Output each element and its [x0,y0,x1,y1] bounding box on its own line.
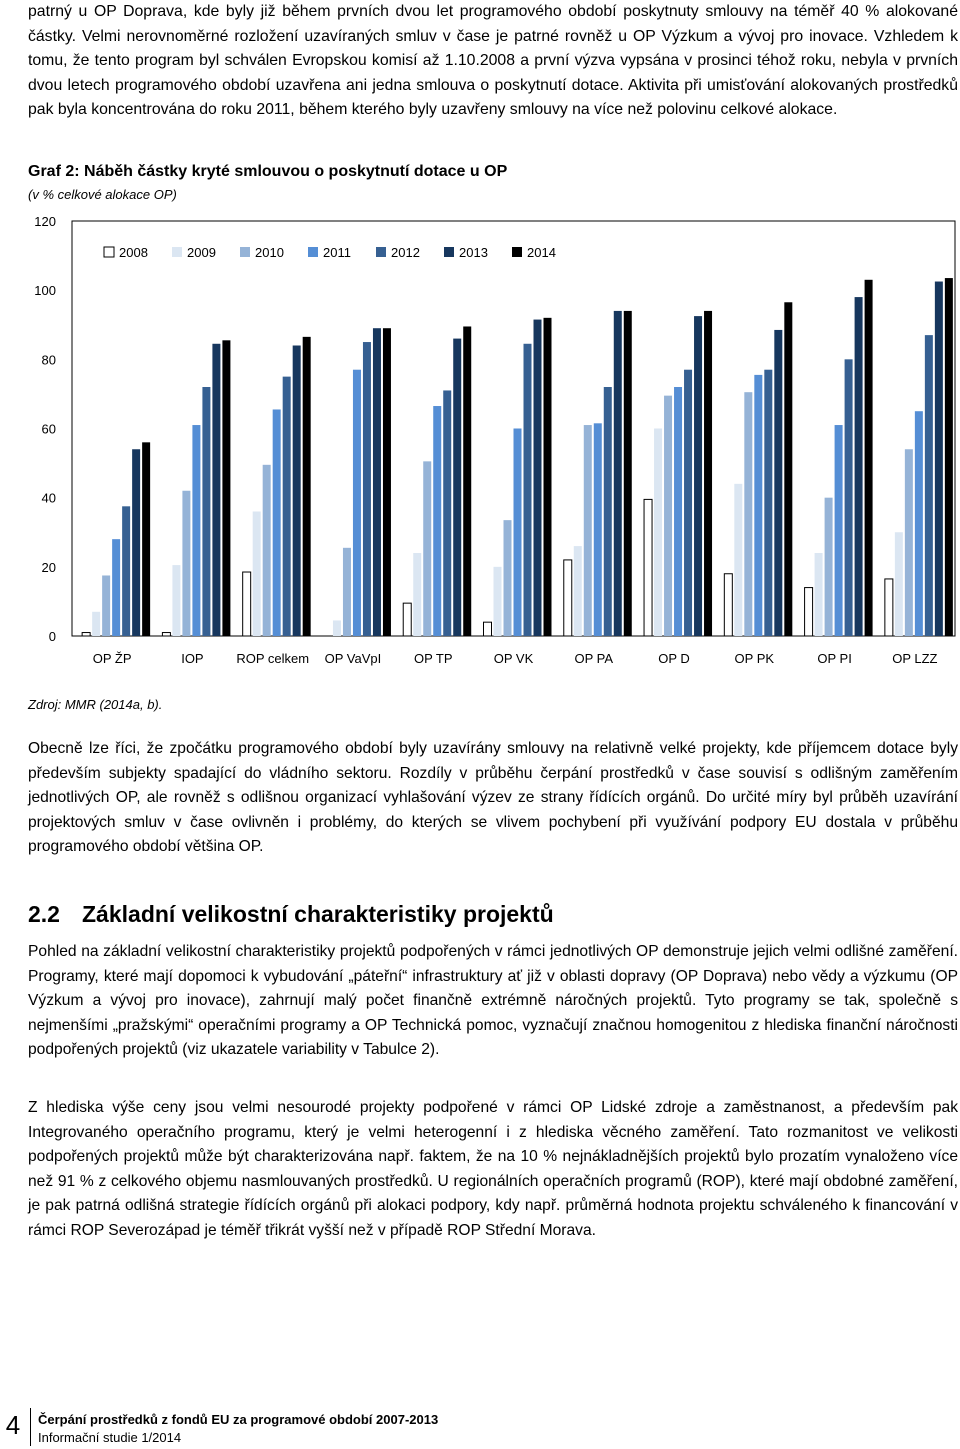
bar-2008 [403,603,411,636]
bar-chart [0,205,960,685]
x-category-label: OP VK [493,651,534,666]
bar-2014 [142,442,150,636]
x-category-label: ROP celkem [236,651,310,666]
bar-2013 [935,282,943,636]
bar-2012 [202,387,210,636]
page-number: 4 [5,1410,21,1440]
bar-2008 [724,574,732,636]
bar-2011 [915,411,923,636]
section-number: 2.2 [28,901,60,927]
legend-swatch [376,247,386,257]
legend-label: 2014 [527,245,556,260]
x-category-label: OP D [658,651,690,666]
bar-2013 [774,330,782,636]
bar-2012 [443,390,451,636]
bar-2014 [945,278,953,636]
legend-swatch [240,247,250,257]
legend-swatch [308,247,318,257]
intro-paragraph: patrný u OP Doprava, kde byly již během prvních dvou let programového období poskytnuty smlouvy na téměř 40 % alokované částky. Velmi nerovnoměrné rozložení uzavíraných smluv v čase je patrné rovněž u OP Výzkum a vývoj pro inovace. Vzhledem k tomu, že tento program byl schválen Evropskou komisí až 1.10.2008 a první výzva vypsána v prosinci téhož roku, nebyla v prvních dvou letech programového období uzavřena ani jedna smlouva o poskytnutí dotace. Aktivita při umisťování alokovaných prostředků pak byla koncentrována do roku 2011, během kterého byly uzavřeny smlouvy na více než polovinu celkové alokace. [28,3,958,118]
bar-2012 [122,506,130,636]
y-tick-label: 40 [41,490,56,506]
bar-2012 [604,387,612,636]
bar-2010 [905,449,913,636]
section-title: Základní velikostní charakteristiky projektů [82,901,554,927]
bar-2013 [132,449,140,636]
x-category-label: OP PI [817,651,852,666]
graph-title: Graf 2: Náběh částky kryté smlouvou o poskytnutí dotace u OP [28,163,508,180]
legend-label: 2009 [187,245,216,260]
legend-label: 2011 [323,245,351,260]
bar-2011 [514,429,522,637]
bar-2012 [925,335,933,636]
bar-2008 [82,633,90,636]
bar-2010 [584,425,592,636]
bar-2013 [534,320,542,636]
bar-2008 [243,572,251,636]
bar-2014 [303,337,311,636]
legend-label: 2012 [391,245,420,260]
footer-title: Čerpání prostředků z fondů EU za programové období 2007-2013 [38,1412,439,1427]
bar-2009 [253,512,261,637]
bar-2008 [484,622,492,636]
bar-2014 [222,340,230,636]
bar-2010 [825,498,833,636]
legend-swatch [444,247,454,257]
bar-2013 [614,311,622,636]
y-tick-label: 80 [41,352,56,368]
y-tick-label: 60 [41,421,56,437]
bar-2009 [494,567,502,636]
paragraph-price-heterogeneity: Z hlediska výše ceny jsou velmi nesourodé projekty podpořené v rámci OP Lidské zdroje a zaměstnanost, a především pak Integrovaného operačního programu, který je velmi heterogenní i z hlediska věcného zaměření. Tato rozmanitost ve velikosti podpořených projektů může být charakterizována např. faktem, že na 10 % nejnákladnějších projektů bylo prozatím vynaloženo více než 91 % z celkového objemu nasmlouvaných prostředků. U regionálních operačních programů (ROP), které mají obdobné zaměření, je pak patrná odlišná strategie řídících orgánů při alokaci podpory, kdy např. průměrná hodnota projektu schváleného k financování v rámci ROP Severozápad je téměř třikrát vyšší než v případě ROP Střední Morava. [28,1099,958,1239]
x-category-label: OP ŽP [92,651,132,666]
bar-2014 [463,326,471,636]
bar-2009 [574,546,582,636]
x-category-label: OP PK [734,651,775,666]
y-tick-label: 0 [48,629,56,644]
bar-2012 [764,370,772,636]
bar-2014 [383,328,391,636]
bar-2013 [694,316,702,636]
legend-label: 2008 [119,245,148,260]
bar-2009 [895,532,903,636]
x-category-label: OP LZZ [892,651,938,666]
footer-divider [30,1408,31,1446]
bar-2010 [343,548,351,636]
bar-2011 [433,406,441,636]
legend-swatch [104,247,114,257]
y-tick-label: 20 [41,559,56,575]
bar-2011 [674,387,682,636]
legend-swatch [512,247,522,257]
legend-swatch [172,247,182,257]
bar-2011 [754,375,762,636]
bar-2009 [654,429,662,637]
bar-2014 [865,280,873,636]
bar-2008 [644,499,652,636]
legend-label: 2013 [459,245,488,260]
bar-2013 [855,297,863,636]
bar-2011 [273,409,281,636]
bar-2009 [815,553,823,636]
footer-subtitle: Informační studie 1/2014 [38,1430,182,1445]
section-heading [28,901,554,928]
bar-2012 [524,344,532,636]
bar-2012 [363,342,371,636]
bar-2010 [744,392,752,636]
bar-2014 [544,318,552,636]
bar-2009 [92,612,100,636]
bar-2011 [835,425,843,636]
bar-2010 [182,491,190,636]
bar-2011 [192,425,200,636]
bar-2010 [423,461,431,636]
bar-2013 [212,344,220,636]
bar-2011 [353,370,361,636]
paragraph-general: Obecně lze říci, že zpočátku programového období byly uzavírány smlouvy na relativně velké projekty, kde příjemcem dotace byly především subjekty spadající do vládního sektoru. Rozdíly v průběhu čerpání prostředků v čase souvisí s odlišným zaměřením jednotlivých OP, ale rovněž s odlišnou organizací vyhlašování výzev ze strany řídících orgánů. Do určité míry byl průběh uzavírání projektových smluv v čase ovlivněn i problémy, do kterých se vlivem pochybení při využívání podpory EU dostala v průběhu programového období většina OP. [28,740,958,855]
y-tick-label: 120 [34,214,56,229]
bar-2013 [453,339,461,636]
bar-2012 [845,359,853,636]
bar-2013 [373,328,381,636]
x-category-label: IOP [181,651,204,666]
x-category-label: OP PA [574,651,614,666]
y-tick-label: 100 [34,283,56,299]
bar-2008 [564,560,572,636]
x-category-label: OP VaVpI [324,651,382,666]
paragraph-size-characteristics: Pohled na základní velikostní charakteristiky projektů podpořených v rámci jednotlivých OP demonstruje jejich velmi odlišné zaměření. Programy, které mají dopomoci k vybudování „páteřní“ infrastruktury ať již v oblasti dopravy (OP Doprava) nebo vědy a výzkumu (OP Výzkum a vývoj pro inovace), zahrnují malý počet finančně extrémně náročných projektů. Tyto programy se tak, společně s nejmenšími „pražskými“ operačními programy a OP Technická pomoc, vyznačují značnou homogenitou z hlediska finanční náročnosti podpořených projektů (viz ukazatele variability v Tabulce 2). [28,943,958,1058]
graph-source: Zdroj: MMR (2014a, b). [28,697,163,712]
bar-2013 [293,346,301,637]
legend-label: 2010 [255,245,284,260]
bar-2010 [664,396,672,636]
bar-2008 [162,633,170,636]
bar-2014 [784,302,792,636]
bar-2009 [734,484,742,636]
bar-2011 [594,423,602,636]
bar-2012 [283,377,291,636]
bar-2008 [885,579,893,636]
bar-2012 [684,370,692,636]
bar-2009 [333,620,341,636]
bar-2009 [172,565,180,636]
bar-2014 [704,311,712,636]
bar-2014 [624,311,632,636]
bar-2009 [413,553,421,636]
bar-2008 [805,588,813,636]
x-category-label: OP TP [413,651,453,666]
graph-subtitle: (v % celkové alokace OP) [28,187,177,202]
bar-2010 [504,520,512,636]
bar-2010 [102,575,110,636]
bar-2011 [112,539,120,636]
bar-2010 [263,465,271,636]
